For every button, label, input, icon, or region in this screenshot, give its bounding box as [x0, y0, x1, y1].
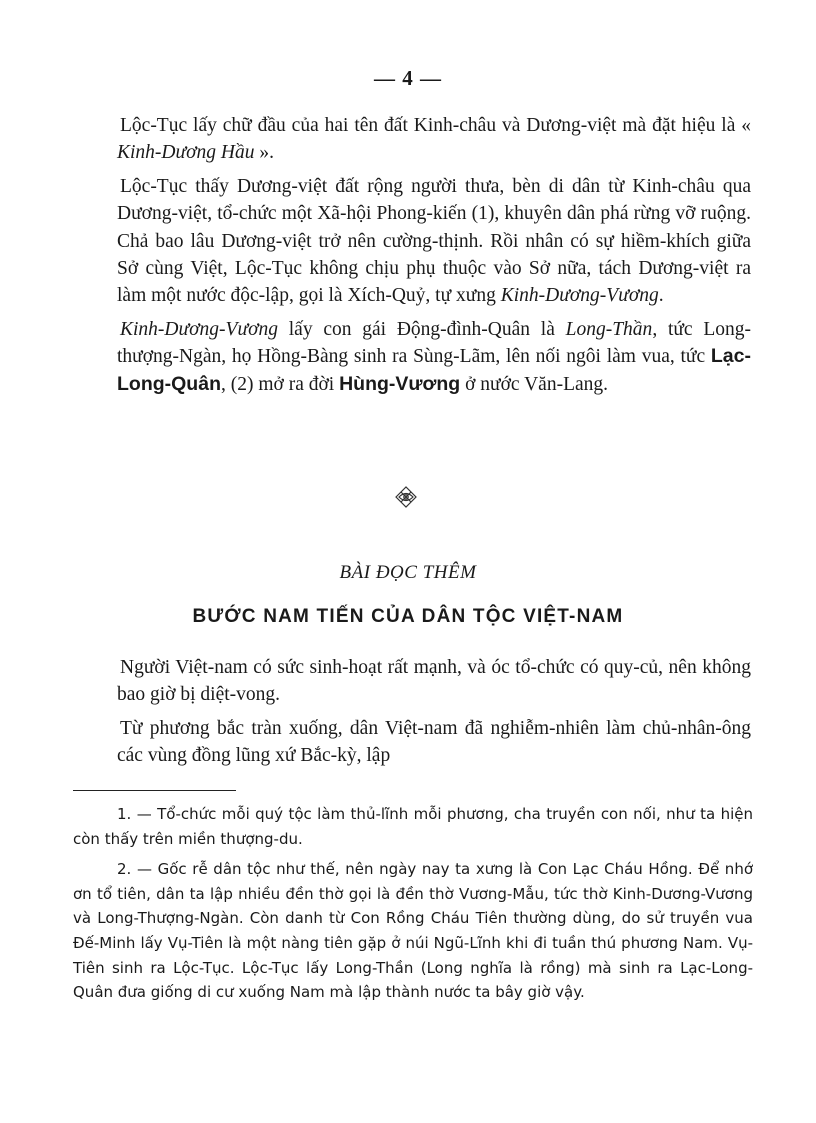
paragraph-1: [117, 112, 751, 167]
section-text-block: [117, 654, 751, 776]
paragraph-3-end: ở nước Văn-Lang.: [460, 373, 609, 395]
paragraph-1-italic: Kinh-Dương Hầu: [117, 142, 255, 164]
paragraph-2-text: Lộc-Tục thấy Dương-việt đất rộng người thưa, bèn di dân từ Kinh-châu qua Dương-việt, tổ-chức một Xã-hội Phong-kiến (1), khuyên dân phá rừng vỡ ruộng. Chả bao lâu Dương-việt trở nên cường-thịnh. Rồi nhân có sự hiềm-khích giữa Sở cùng Việt, Lộc-Tục không chịu phụ thuộc vào Sở nữa, tách Dương-việt ra làm một nước độc-lập, gọi là Xích-Quỷ, tự xưng: [117, 175, 751, 307]
paragraph-2: [117, 173, 751, 310]
paragraph-2-end: .: [658, 285, 664, 307]
section-paragraph-1: Người Việt-nam có sức sinh-hoạt rất mạnh, và óc tổ-chức có quy-củ, nên không bao giờ bị diệt-vong.: [117, 657, 751, 706]
paragraph-3-text-1: lấy con gái Động-đình-Quân là: [278, 318, 566, 340]
section-paragraph-2: Từ phương bắc tràn xuống, dân Việt-nam đã nghiễm-nhiên làm chủ-nhân-ông các vùng đồng lũng xứ Bắc-kỳ, lập: [117, 717, 751, 767]
footnote-2: 2. — Gốc rễ dân tộc như thế, nên ngày nay ta xưng là Con Lạc Cháu Hồng. Để nhớ ơn tổ tiên, dân ta lập nhiều đền thờ gọi là đền thờ Vương-Mẫu, tức thờ Kinh-Dương-Vương và Long-Thượng-Ngàn. Còn danh từ Con Rồng Cháu Tiên thường dùng, do sử truyền vua Đế-Minh lấy Vụ-Tiên là một nàng tiên gặp ở núi Ngũ-Lĩnh khi đi tuần thú phương Nam. Vụ-Tiên sinh ra Lộc-Tục. Lộc-Tục lấy Long-Thần (Long nghĩa là rồng) mà sinh ra Lạc-Long-Quân đưa giống di cư xuống Nam mà lập thành nước ta bây giờ vậy.: [73, 860, 753, 1002]
paragraph-1-end: ».: [254, 142, 274, 164]
paragraph-2-italic: Kinh-Dương-Vương: [500, 285, 659, 307]
paragraph-3-bold-2: Hùng-Vương: [339, 372, 461, 395]
paragraph-3: [117, 316, 751, 398]
paragraph-3-text-2: , tức Long-thượng-Ngàn, họ Hồng-Bàng sinh ra Sùng-Lãm, lên nối ngôi làm vua, tức: [117, 318, 751, 368]
paragraph-3-italic-1: Kinh-Dương-Vương: [120, 318, 278, 340]
page-number: — 4 —: [374, 66, 442, 90]
upper-text-block: [117, 112, 751, 404]
paragraph-3-text-3: , (2) mở ra đời: [220, 373, 340, 395]
section-label: BÀI ĐỌC THÊM: [339, 562, 477, 583]
footnote-divider: [73, 790, 236, 791]
paragraph-3-italic-2: Long-Thần: [565, 318, 653, 340]
decorative-knot-icon: [393, 484, 419, 510]
footnote-1: 1. — Tổ-chức mỗi quý tộc làm thủ-lĩnh mỗi phương, cha truyền con nối, như ta hiện còn thấy trên miền thượng-du.: [73, 805, 753, 848]
paragraph-3-bold-1: Lạc-Long-Quân: [117, 345, 751, 395]
paragraph-1-text: Lộc-Tục lấy chữ đầu của hai tên đất Kinh-châu và Dương-việt mà đặt hiệu là «: [120, 115, 751, 136]
footnotes: [73, 802, 753, 1011]
section-title: BƯỚC NAM TIẾN CỦA DÂN TỘC VIỆT-NAM: [192, 606, 624, 627]
